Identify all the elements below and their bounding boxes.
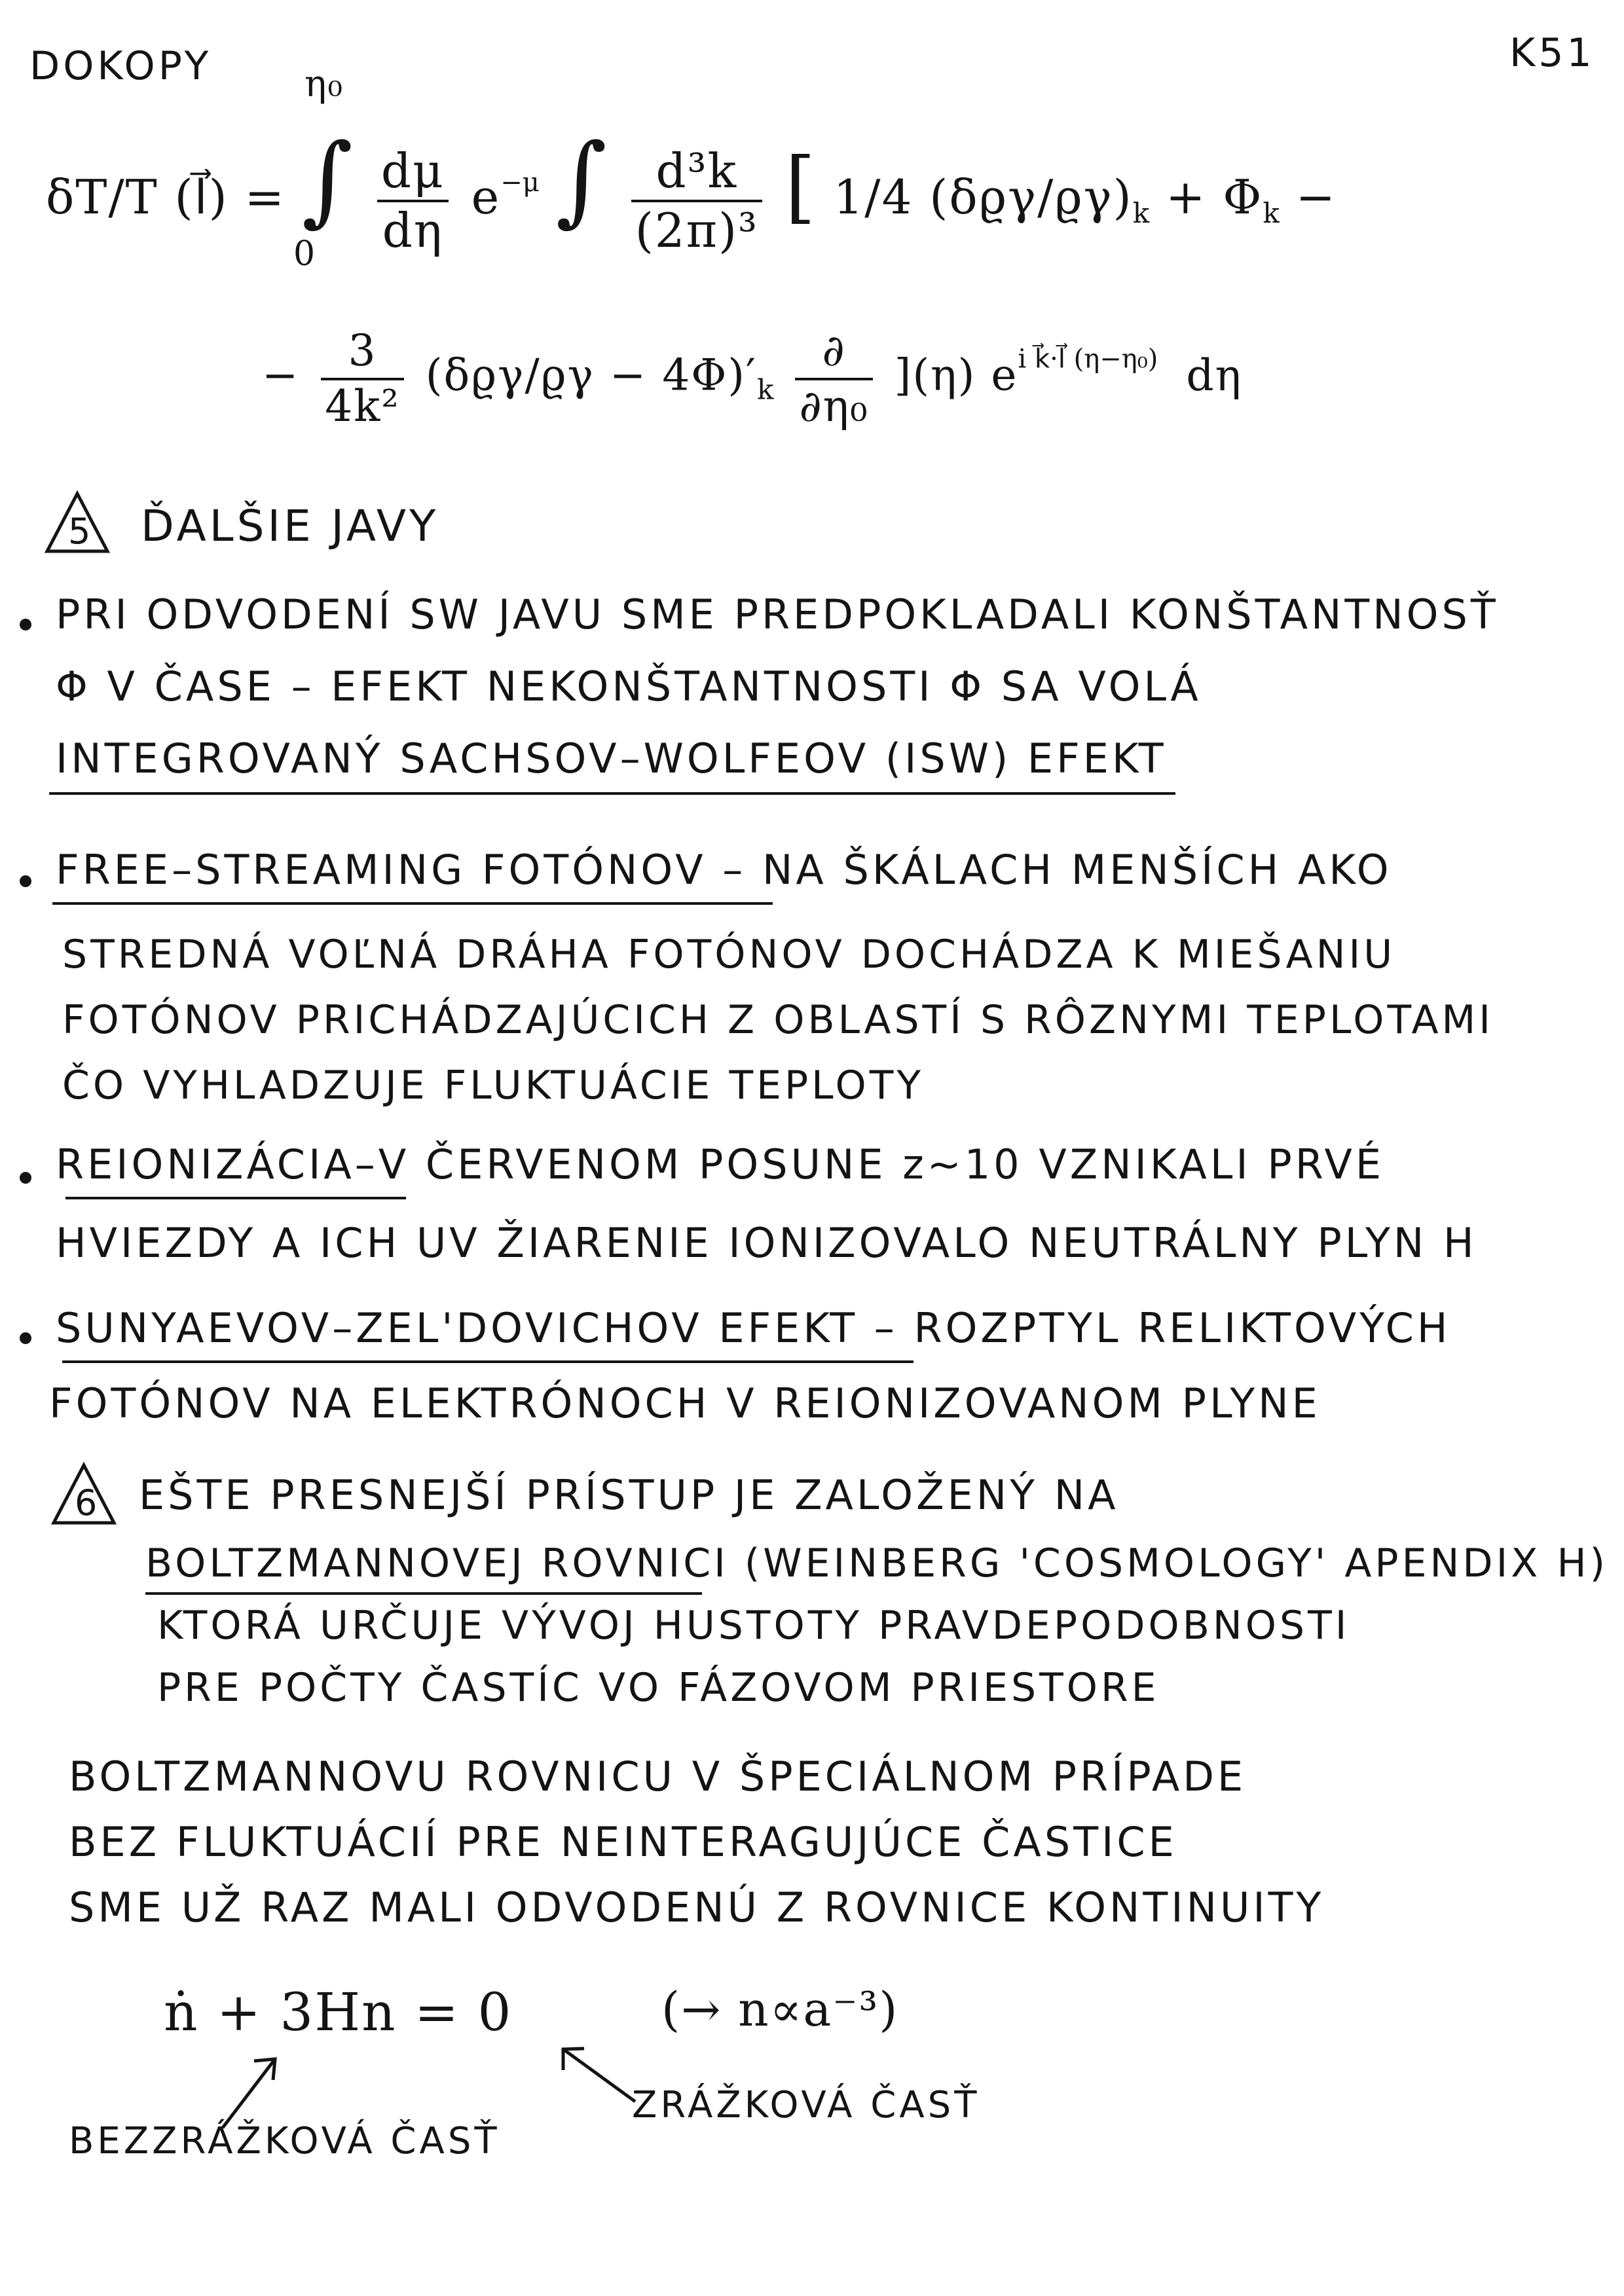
boltzmann-equation-term: BOLTZMANNOVEJ ROVNICI <box>145 1540 729 1586</box>
header-label: DOKOPY <box>29 43 212 89</box>
bullet-2-line-1: STREDNÁ VOĽNÁ DRÁHA FOTÓNOV DOCHÁDZA K MIEŠANIU <box>62 932 1396 977</box>
fraction-dmu-deta <box>377 145 449 257</box>
phi-term: + Φ <box>1166 170 1263 225</box>
bullet-dot <box>20 619 31 630</box>
paragraph-line-3: SME UŽ RAZ MALI ODVODENÚ Z ROVNICE KONTINUITY <box>69 1884 1325 1931</box>
underline <box>62 1360 913 1363</box>
quarter-term: 1/4 <box>833 170 913 225</box>
k-subscript: k <box>1132 197 1150 229</box>
bullet-4-head-text: SUNYAEVOV–ZEL'DOVICHOV EFEKT <box>56 1304 858 1352</box>
rho-term: (δϱγ/ϱγ) <box>929 170 1133 225</box>
bullet-2-head-text: FREE–STREAMING FOTÓNOV <box>56 846 707 894</box>
bullet-2-line-2: FOTÓNOV PRICHÁDZAJÚCICH Z OBLASTÍ S RÔZNYMI TEPLOTAMI <box>62 997 1494 1043</box>
k-subscript: k <box>757 373 774 406</box>
paragraph-line-2: BEZ FLUKTUÁCIÍ PRE NEINTERAGUJÚCE ČASTICE <box>69 1818 1177 1866</box>
underline <box>145 1592 702 1595</box>
fraction-numerator: dμ <box>377 145 449 202</box>
bullet-dot <box>20 1172 31 1184</box>
bullet-4-line-1: FOTÓNOV NA ELEKTRÓNOCH V REIONIZOVANOM PLYNE <box>49 1379 1321 1427</box>
section-6-line-1: EŠTE PRESNEJŠÍ PRÍSTUP JE ZALOŽENÝ NA <box>139 1471 1119 1519</box>
paragraph-line-1: BOLTZMANNOVU ROVNICU V ŠPECIÁLNOM PRÍPADE <box>69 1753 1247 1800</box>
fraction-3-over-4k2 <box>321 327 403 430</box>
bullet-3-head-text: REIONIZÁCIA <box>56 1140 355 1188</box>
weinberg-reference: (WEINBERG 'COSMOLOGY' APENDIX H) <box>744 1540 1608 1586</box>
section-6-line-4: PRE POČTY ČASTÍC VO FÁZOVOM PRIESTORE <box>157 1665 1160 1711</box>
bullet-1-line-1: PRI ODVODENÍ SW JAVU SME PREDPOKLADALI KONŠTANTNOSŤ <box>56 591 1499 638</box>
page-number: K51 <box>1509 30 1595 76</box>
equation-lhs: δT/T (l⃗) = <box>46 170 286 225</box>
bullet-dot <box>20 875 31 887</box>
section-5-number: 5 <box>68 511 94 552</box>
fraction-denominator: dη <box>382 203 443 258</box>
minus-sign: − <box>1295 170 1337 225</box>
bullet-3-line-1: HVIEZDY A ICH UV ŽIARENIE IONIZOVALO NEUTRÁLNY PLYN H <box>56 1219 1477 1267</box>
bullet-4-head-rest: – ROZPTYL RELIKTOVÝCH <box>874 1304 1451 1352</box>
arrow-to-collision <box>550 2039 642 2111</box>
bullet-1-line-3: INTEGROVANÝ SACHSOV–WOLFEOV (ISW) EFEKT <box>56 735 1167 782</box>
fraction-d3k <box>631 145 762 257</box>
underline <box>49 792 1175 795</box>
integral-sign-1: ∫ <box>301 123 354 237</box>
exp-superscript: −μ <box>500 168 540 198</box>
exp-superscript-2: i k⃗·l⃗ (η−η₀) <box>1018 344 1158 374</box>
fraction-denominator: ∂η₀ <box>799 380 869 431</box>
bracket-open: [ <box>784 141 817 232</box>
section-5-title: ĎALŠIE JAVY <box>141 501 439 551</box>
bullet-3-head-rest: –V ČERVENOM POSUNE z~10 VZNIKALI PRVÉ <box>354 1140 1385 1188</box>
bullet-3-head <box>56 1142 1384 1187</box>
bullet-2-head-rest: – NA ŠKÁLACH MENŠÍCH AKO <box>722 846 1392 894</box>
scaling-note: (→ n∝a⁻³) <box>661 1982 899 2037</box>
bullet-4-head <box>56 1306 1451 1351</box>
collision-label: ZRÁŽKOVÁ ČASŤ <box>632 2084 980 2126</box>
bullet-2-head <box>56 848 1392 892</box>
paren-term: (δϱγ/ϱγ − 4Φ)′ <box>425 350 758 401</box>
continuity-equation: ṅ + 3Hn = 0 <box>164 1982 513 2043</box>
minus-sign: − <box>262 350 300 401</box>
fraction-partial <box>795 327 872 430</box>
exp-term: e <box>471 170 501 225</box>
equation-line-1 <box>46 123 1337 258</box>
d-eta: dη <box>1186 350 1243 401</box>
section-6-line-3: KTORÁ URČUJE VÝVOJ HUSTOTY PRAVDEPODOBNOSTI <box>157 1603 1350 1649</box>
fraction-denominator: 4k² <box>325 380 400 431</box>
equation-upper-limit: η₀ <box>304 63 344 105</box>
k-subscript: k <box>1263 197 1280 229</box>
section-6-number: 6 <box>75 1482 101 1523</box>
fraction-denominator: (2π)³ <box>635 203 758 258</box>
bullet-dot <box>20 1332 31 1344</box>
underline <box>65 1197 406 1199</box>
bullet-2-line-3: ČO VYHLADZUJE FLUKTUÁCIE TEPLOTY <box>62 1063 924 1108</box>
integral-sign-2: ∫ <box>555 123 608 237</box>
fraction-numerator: 3 <box>321 327 403 380</box>
fraction-numerator: ∂ <box>795 327 872 380</box>
bracket-close: ](η) e <box>894 350 1018 401</box>
collisionless-label: BEZZRÁŽKOVÁ ČASŤ <box>69 2120 500 2162</box>
equation-line-2 <box>262 327 1242 430</box>
section-6-line-2 <box>145 1542 1608 1585</box>
bullet-1-line-2: Φ V ČASE – EFEKT NEKONŠTANTNOSTI Φ SA VOLÁ <box>56 663 1202 710</box>
fraction-numerator: d³k <box>631 145 762 202</box>
equation-lower-limit: 0 <box>293 234 317 274</box>
underline <box>52 902 773 905</box>
